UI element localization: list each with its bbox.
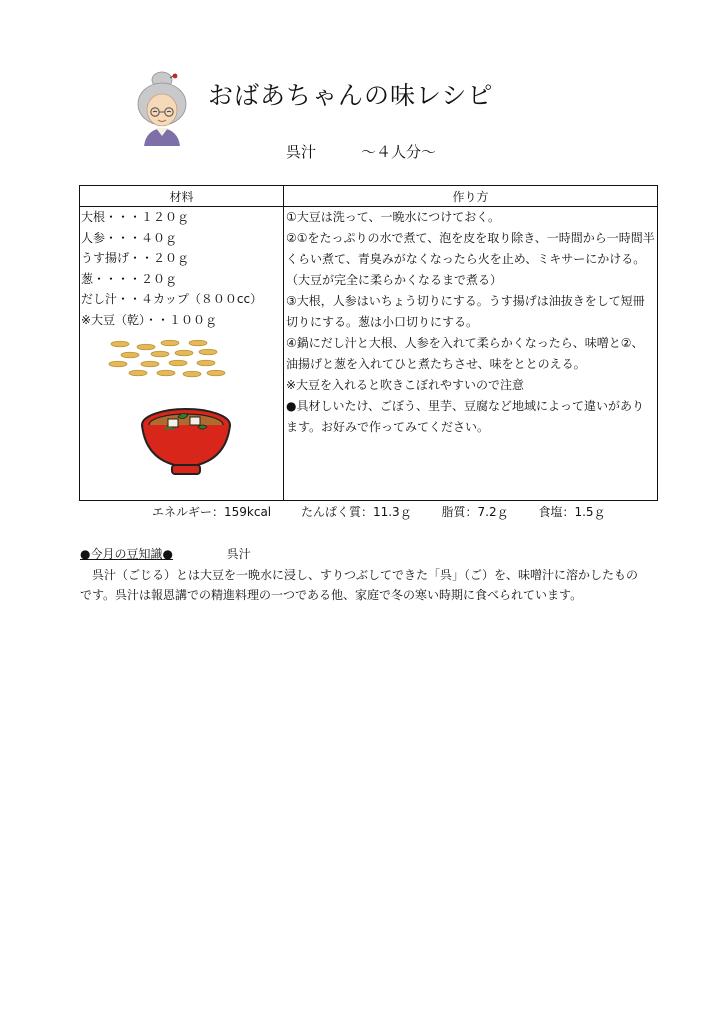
miso-soup-bowl-icon (138, 401, 234, 481)
ingredient-item: ※大豆（乾）・・１００ｇ (81, 312, 218, 327)
knowledge-label: ●今月の豆知識● (80, 547, 173, 561)
nutrition-info (152, 503, 632, 520)
nutrition-salt: 食塩：1.5ｇ (538, 505, 606, 519)
knowledge-topic: 呉汁 (226, 547, 251, 561)
recipe-table (79, 185, 658, 501)
method-step: ①大豆は洗って、一晩水につけておく。 (286, 210, 501, 224)
ingredient-item: うす揚げ・・２０ｇ (81, 251, 190, 266)
nutrition-energy: エネルギー：159kcal (152, 505, 272, 519)
grandmother-avatar-icon (134, 68, 190, 146)
illustration-area (80, 331, 283, 491)
ingredients-cell (80, 207, 284, 501)
ingredient-item: 葱・・・・２０ｇ (81, 271, 178, 286)
knowledge-heading (80, 545, 251, 562)
method-step: ●具材しいたけ、ごぼう、里芋、豆腐など地域によって違いがあります。お好みで作ってみてください。 (286, 399, 644, 434)
soybeans-icon (108, 337, 228, 387)
ingredient-item: 大根・・・１２０ｇ (81, 210, 190, 224)
nutrition-fat: 脂質：7.2ｇ (441, 505, 509, 519)
knowledge-body: 呉汁（ごじる）とは大豆を一晩水に浸し、すりつぶしてできた「呉」（ご）を、味噌汁に溶かしたものです。呉汁は報恩講での精進料理の一つである他、家庭で冬の寒い時期に食べられています。 (80, 568, 639, 602)
ingredients-header: 材料 (80, 186, 284, 207)
method-step: ④鍋にだし汁と大根、人参を入れて柔らかくなったら、味噌と②、油揚げと葱を入れてひと煮たちさせ、味をととのえる。 (286, 336, 644, 371)
method-cell (284, 207, 658, 501)
method-step: ③大根，人参はいちょう切りにする。うす揚げは油抜きをして短冊切りにする。葱は小口切りにする。 (286, 294, 645, 329)
ingredient-item: 人参・・・４０ｇ (81, 230, 178, 245)
ingredient-item: だし汁・・４カップ（８００cc） (81, 292, 263, 307)
method-step: ②①をたっぷりの水で煮て、泡を皮を取り除き、一時間から一時間半くらい煮て、青臭みがなくなったら火を止め、ミキサーにかける。（大豆が完全に柔らかくなるまで煮る） (286, 231, 655, 287)
method-header: 作り方 (284, 186, 658, 207)
page-title: おばあちゃんの味レシピ (208, 81, 494, 110)
nutrition-protein: たんぱく質：11.3ｇ (300, 505, 412, 519)
method-step: ※大豆を入れると吹きこぼれやすいので注意 (286, 378, 525, 392)
recipe-subtitle: 呉汁 ～４人分～ (286, 143, 437, 161)
